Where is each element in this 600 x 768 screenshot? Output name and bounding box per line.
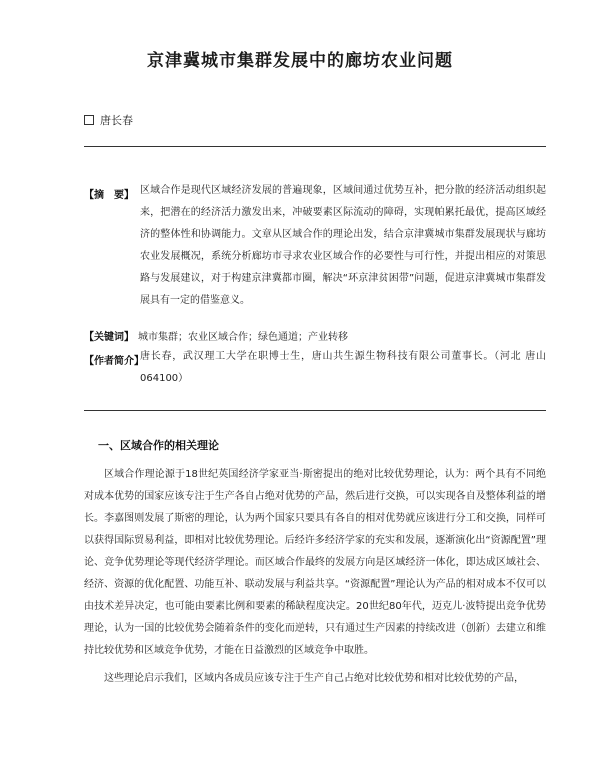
author-name: 唐长春 xyxy=(100,114,133,127)
abstract-label: 【摘 要】 xyxy=(84,190,134,201)
bottom-divider xyxy=(84,410,546,411)
body-paragraph-2: 这些理论启示我们，区域内各成员应该专注于生产自己占绝对比较优势和相对比较优势的产品， xyxy=(104,673,524,684)
author-line xyxy=(84,112,133,128)
keywords-label: 【关键词】 xyxy=(84,332,134,343)
keywords-text: 城市集群；农业区域合作；绿色通道；产业转移 xyxy=(138,332,348,343)
abstract-text: 区域合作是现代区域经济发展的普遍现象，区域间通过优势互补，把分散的经济活动组织起来，把潜在的经济活力激发出来，冲破要素区际流动的障碍，实现帕累托最优，提高区域经济的整体性和协调能力。文章从区域合作的理论出发，结合京津冀城市集群发展现状与廊坊农业发展概况，系统分析廊坊市寻求农业区域合作的必要性与可行性，并提出相应的对策思路与发展建议，对于构建京津冀都市圈，解决“环京津贫困带”问题，促进京津冀城市集群发展具有一定的借鉴意义。 xyxy=(140,185,546,306)
author-intro-text: 唐长春，武汉理工大学在职博士生，唐山共生源生物科技有限公司董事长。（河北 唐山 064100） xyxy=(140,351,546,384)
section-body xyxy=(84,464,546,690)
section-heading: 一、区域合作的相关理论 xyxy=(98,439,219,452)
checkbox-square-icon xyxy=(84,115,94,125)
paper-title: 京津冀城市集群发展中的廊坊农业问题 xyxy=(147,51,453,71)
body-paragraph-1: 区域合作理论源于18世纪英国经济学家亚当·斯密提出的绝对比较优势理论，认为：两个具有不同绝对成本优势的国家应该专注于生产各自占绝对优势的产品，然后进行交换，可以实现各自及整体利益的增长。李嘉图则发展了斯密的理论，认为两个国家只要具有各自的相对优势就应该进行分工和交换，同样可以获得国际贸易利益，即相对比较优势理论。后经许多经济学家的充实和发展，逐渐演化出“资源配置”理论、竞争优势理论等现代经济学理论。而区域合作最终的发展方向是区域经济一体化，即达成区域社会、经济、资源的优化配置、功能互补、联动发展与利益共享。“资源配置”理论认为产品的相对成本不仅可以由技术差异决定，也可能由要素比例和要素的稀缺程度决定。20世纪80年代，迈克儿·波特提出竞争优势理论，认为一国的比较优势会随着条件的变化而逆转，只有通过生产因素的持续改进（创新）去建立和维持比较优势和区域竞争优势，才能在日益激烈的区域竞争中取胜。 xyxy=(84,469,546,656)
author-intro-label: 【作者简介】 xyxy=(84,356,144,367)
top-divider xyxy=(84,146,546,147)
